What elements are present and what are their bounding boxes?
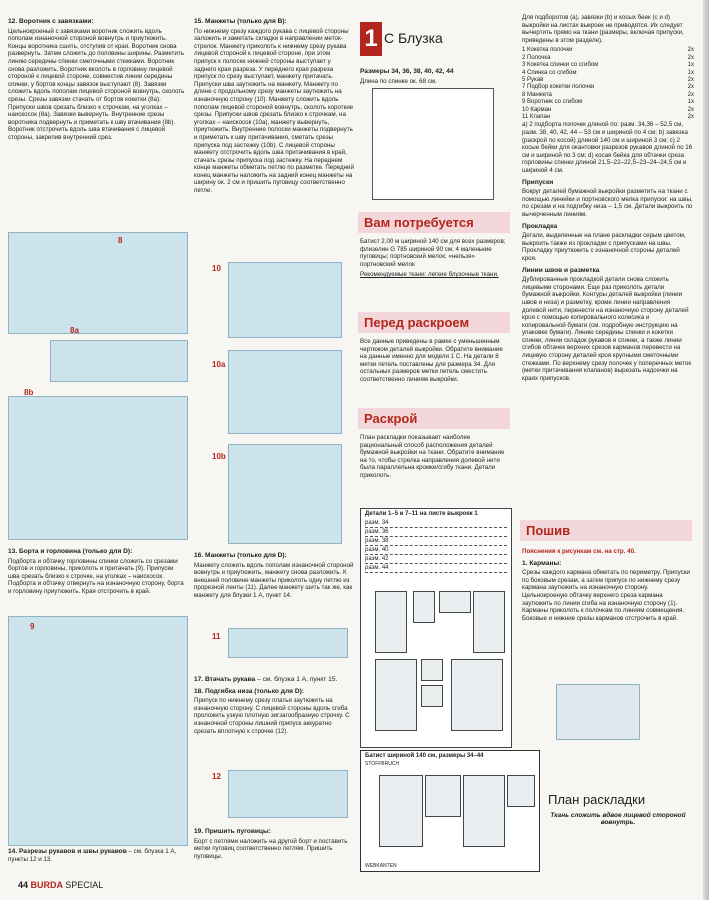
parts-row — [522, 99, 694, 106]
pattern-piece — [413, 591, 435, 623]
brand-special: SPECIAL — [65, 880, 104, 890]
model-number: 1 — [360, 22, 382, 56]
size-lines — [361, 519, 511, 573]
interfacing-text: Детали, выделенные на плане раскладки серым цветом, выкроить также из прокладки с припусками на швы. Прокладку приутюжить с изнаночной стороны деталей кроя. — [522, 232, 686, 262]
part-qty: 2x — [687, 54, 694, 61]
parts-row — [522, 84, 694, 91]
part-qty: 2x — [687, 106, 694, 113]
parts-list — [522, 47, 694, 121]
part-name: 4 Спинка со сгибом — [522, 69, 577, 76]
marking-text: Дублированные прокладкой детали снова сложить лицевыми сторонами. Еще раз приколоть детали бумажной выкройки. Контуры деталей выкройки (линии швов и низа) и разметку, кроме линии направления долевой нити, перенести на изнаночную сторону деталей кроя с помощью копировального колесика и копировальной бумаги (см. подробную инструкцию на упаковке бумаги). Линию середины спинки и кокетки спинки, линии складок рукавов и спинки, а также линии сгибов обтачек верхних срезов карманов перевести на лицевую сторону деталей кроя крупными сметочными стежками. По верхнему срезу полочек у поперечных меток (метки притачивания клапанов) вырезать надсечки на краях припусков. — [522, 276, 692, 382]
allowances-heading: Припуски — [522, 178, 554, 186]
figure-label-8b: 8b — [24, 388, 34, 397]
parts-row — [522, 92, 694, 99]
size-row: разм. 34 — [365, 519, 507, 528]
figure-label-9: 9 — [30, 622, 35, 631]
intro-text: Для подборотов (а), завязки (b) и косых беек (с и d) выкройки на листах выкроек не приводятся. Их следует вычертить прямо на ткани (размеры, включая припуски, приведены в этом разделе). — [522, 14, 684, 44]
parts-row — [522, 77, 694, 84]
part-qty: 1x — [687, 62, 694, 69]
figure-label-10a: 10a — [212, 360, 226, 369]
figure-8b — [8, 396, 188, 540]
heading-19: 19. Пришить пуговицы: — [194, 828, 271, 835]
column-4 — [522, 14, 694, 385]
part-qty: 2x — [687, 91, 694, 98]
size-row: разм. 40 — [365, 546, 507, 555]
text-13: Подборта и обтачку горловины спинки сложить со срезами бортов и горловины, приколоть и притачать (9). Припуски шва срезать близко к строчке, на уголках – наискосок. Подборта и обтачку отвернуть на изнаночную сторону, борта и горловину приутюжить. Края отстрочить в край. — [8, 557, 184, 595]
size-row: разм. 38 — [365, 537, 507, 546]
heading-17 — [194, 676, 354, 684]
figure-label-11: 11 — [212, 632, 221, 641]
heading-13: 13. Борта и горловина (только для D): — [8, 548, 133, 555]
need-text: Батист 2,00 м шириной 140 см для всех размеров; флизелин G 785 шириной 90 см; 4 маленькие пуговицы; портновский мелок; «нельзя» портновский мелок — [360, 238, 506, 268]
allowances-text: Вокруг деталей бумажной выкройки разметить на ткани с помощью линейки и портновского мелка припуски: на швы, по срезам и на подгибку низа – 1,5 см. Детали выкроить по вычерченным линиям. — [522, 188, 693, 218]
pattern-piece — [421, 685, 443, 707]
pattern-piece — [473, 591, 505, 653]
before-cut-text: Все данные приведены в рамке с уменьшенным чертежом деталей выкройки. Обратите внимание на данные именно для модели 1 С. На детали 8 метки петель поставлены для размера 34. Для остальных размеров метки петель сместить соответственно линиям выкройки. — [360, 338, 503, 383]
part-name: 7 Подбор кокетки полочки — [522, 84, 595, 91]
figure-10b — [228, 444, 342, 544]
text-15: По нижнему срезу каждого рукава с лицевой стороны заложить и заметать складки в направлении меток-стрелок. Манжету приколоть к нижнему срезу рукава лицевой стороной к лицевой стороне, при этом припуск к полоске нижней стороны выступает у заднего края разреза. У переднего края разреза припуск по срезу выступает, манжету притачать. Припуски шва заутюжить на манжету. Манжету по длине с продольному срезу манжеты заутюжить на изнаночную сторону (10). Манжету сложить вдоль пополам лицевой стороной вовнутрь, сколоть короткие срезы. Припуски швов срезать близко к строчкам, на уголках – наискосок (10а), манжету вывернуть, приутюжить. Внутренние полоски манжеты подвернуть и приметать к шву притачивания, сметать срезы припуска под застежку (10b). С лицевой стороны манжету отстрочить вдоль шва притачивания в край, стачать срезы припуска под застежку. На переднем конце манжеты обметать петлю по разметке. Передний конец манжеты наложить на задний конец манжеты на ширину ок. 2 см и пришить пуговицу соответственно петле. — [194, 27, 354, 195]
marking-heading: Линии швов и разметка — [522, 266, 600, 274]
size-row: разм. 42 — [365, 555, 507, 564]
heading-18: 18. Подгибка низа (только для D): — [194, 687, 304, 695]
column-1 — [8, 14, 186, 145]
sizes-block — [360, 64, 510, 85]
figure-8a — [50, 340, 188, 382]
layout-fold: STOFFBRUCH — [365, 761, 400, 767]
size-row: разм. 36 — [365, 528, 507, 537]
pattern-piece — [451, 659, 503, 731]
pattern-piece — [375, 591, 407, 653]
parts-title: Детали 1–5 и 7–11 на листе выкроек 1 — [365, 511, 478, 517]
heading-15: 15. Манжеты (только для B): — [194, 18, 287, 25]
part-qty: 1x — [687, 99, 694, 106]
need-block — [360, 238, 510, 282]
parts-row — [522, 114, 694, 121]
interfacing-heading: Прокладка — [522, 222, 558, 230]
figure-1-pocket — [556, 684, 640, 740]
cutting-heading: Раскрой — [358, 408, 510, 429]
heading-12: 12. Воротник с завязками: — [8, 18, 94, 25]
figure-label-10: 10 — [212, 264, 221, 273]
part-name: 3 Кокетка спинки со сгибом — [522, 62, 599, 69]
model-title: С Блузка — [384, 30, 443, 46]
parts-row — [522, 107, 694, 114]
layout-plan-heading: План раскладки — [548, 792, 646, 807]
column-2-mid — [194, 548, 354, 603]
text-14: – см. блузка 1 А, пункты 12 и 13. — [8, 848, 177, 863]
pockets-text: Срезы каждого кармана обметать по периметру. Припуски по боковым срезам, а затем припуск по нижнему срезу кармана заутюжить на изнаночную сторону. Цельнокроеную обтачку верхнего среза кармана заутюжить по линии сгиба на изнаночную сторону (1). Карманы приколоть к полочкам по линиям совмещения. Боковые и нижние срезы карманов отстрочить в край. — [522, 569, 690, 622]
size-row: разм. 44 — [365, 564, 507, 573]
layout-title: Батист шириной 140 см, размеры 34–44 — [365, 753, 484, 759]
layout-plan — [360, 750, 540, 872]
pattern-piece — [375, 659, 417, 731]
fabric-text: Рекомендуемые ткани: легкие блузочные ткани. — [360, 271, 499, 279]
column-2-lower — [194, 672, 354, 738]
sewing-heading: Пошив — [520, 520, 692, 541]
layout-piece — [507, 775, 535, 807]
before-cut-block — [360, 338, 510, 387]
sizes-label: Размеры 34, 36, 38, 40, 42, 44 — [360, 68, 454, 75]
page-fold-shadow — [703, 0, 709, 900]
layout-plan-note: Ткань сложить вдвое лицевой стороной вовнутрь. — [550, 812, 686, 826]
parts-row — [522, 70, 694, 77]
parts-row — [522, 55, 694, 62]
need-heading: Вам потребуется — [358, 212, 510, 233]
figure-label-8: 8 — [118, 236, 123, 245]
pattern-parts-box — [360, 508, 512, 748]
part-qty: 2x — [687, 114, 694, 121]
figure-8 — [8, 232, 188, 334]
part-qty: 1x — [687, 69, 694, 76]
pattern-piece — [439, 591, 471, 613]
extra-parts-text: а) 2 подборта полочек длиной по: разм. 34,36 – 52,5 см, разм. 38, 40, 42, 44 – 53 см и шириной по 4 см; b) завязка (раскрой по косой) длиной 140 см и шириной 3 см; с) 2 косые бейки для окантовки разрезов рукавов длиной по 16 см и шириной по 3 см; d) косая бейка для обтачки среза горловины спинки длиной 21,5–22–22,5–23–24–24,5 см и шириной 4 см. — [522, 121, 693, 174]
figure-9 — [8, 616, 188, 846]
part-name: 11 Клапан — [522, 114, 551, 121]
column-1-lower — [8, 544, 186, 599]
part-name: 1 Кокетка полочки — [522, 47, 573, 54]
part-name: 9 Воротник со сгибом — [522, 99, 583, 106]
text-19: Борт с петлями наложить на другой борт и поставить метки пуговиц соответственно петлям. Пришить пуговицы. — [194, 837, 348, 860]
part-qty: 2x — [687, 84, 694, 91]
brand-name: BURDA — [30, 880, 63, 890]
sewing-block — [522, 548, 694, 625]
column-1-bottom — [8, 848, 186, 863]
text-17: – см. блузка 1 А, пункт 15. — [257, 676, 338, 683]
parts-row — [522, 62, 694, 69]
figure-label-8a: 8a — [70, 326, 79, 335]
part-name: 5 Рукав — [522, 77, 544, 83]
heading-14: 14. Разрезы рукавов и швы рукавов — [8, 848, 127, 855]
figure-label-12: 12 — [212, 772, 221, 781]
layout-selvage: WEBKANTEN — [365, 863, 397, 869]
blouse-sketch — [372, 88, 494, 200]
part-name: 8 Манжета — [522, 91, 552, 98]
part-name: 2 Полочка — [522, 54, 551, 61]
column-2-bottom — [194, 824, 354, 863]
figure-10a — [228, 350, 342, 434]
heading-17-text: 17. Втачать рукава — [194, 676, 256, 683]
text-18: Припуск по нижнему срезу платья заутюжить на изнаночную сторону. С лицевой стороны вдоль сгиба проложить узкую плотную зигзагообразную строчку. С изнаночной стороны лишний припуск аккуратно срезать вплотную к строчке (12). — [194, 697, 350, 735]
page-footer — [18, 880, 103, 890]
text-12: Цельнокроеный с завязками воротник сложить вдоль пополам изнаночной стороной вовнутрь и приутюжить. Концы воротника сшить, отступив от края. Воротник снова развернуть. Затем сложить до половины ширины. Разметить линию середины спинки сметочными стежками. Воротник снова разложить. Воротник вколоть в горловину лицевой стороной к лицевой стороне, совместив линии середины спинки, у бортов концы завязок выступают (8). Завязки сложить вдоль пополам лицевой стороной вовнутрь, сколоть срезы. Срезы завязки стачать от бортов кокетки (8а). Припуски швов срезать близко к строчкам, на уголках – наискосок (8а). Завязки вывернуть. Внутренние срезы воротника подвернуть и приметать к шву втачивания (8b). Воротник отстрочить вдоль шва втачивания с лицевой стороны, закрепив внутренний срез. — [8, 27, 185, 141]
part-qty: 2x — [687, 47, 694, 54]
page-number: 44 — [18, 880, 29, 890]
layout-piece — [425, 775, 461, 817]
pockets-heading: 1. Карманы: — [522, 559, 562, 567]
figure-10 — [228, 262, 342, 338]
sewing-note: Пояснения к рисункам см. на стр. 40. — [522, 548, 636, 555]
before-cut-heading: Перед раскроем — [358, 312, 510, 333]
cutting-text: План раскладки показывает наиболее рациональный способ расположения деталей бумажной выкройки на ткани. Обратите внимание на то, чтобы стрелка направления долевой нити была параллельна кромке/сгибу ткани. Детали приколоть. — [360, 434, 505, 479]
figure-label-10b: 10b — [212, 452, 226, 461]
part-qty: 2x — [687, 77, 694, 83]
layout-piece — [463, 775, 505, 847]
figure-11 — [228, 628, 348, 658]
cutting-block — [360, 434, 510, 483]
pattern-piece — [421, 659, 443, 681]
layout-piece — [379, 775, 423, 847]
text-16: Манжету сложить вдоль пополам изнаночной стороной вовнутрь и приутюжить, манжету снова разложить. К внешней половине манжеты приколоть одну петлю из прорезной ленты (11). Далее манжету шить так же, как манжету для блузки 1 А, пункт 14. — [194, 561, 354, 599]
parts-row — [522, 47, 694, 54]
column-2 — [194, 14, 354, 198]
heading-16: 16. Манжеты (только для D): — [194, 552, 287, 559]
part-name: 10 Карман — [522, 106, 552, 113]
figure-12 — [228, 770, 348, 818]
back-length: Длина по спинке ок. 68 см. — [360, 77, 437, 85]
